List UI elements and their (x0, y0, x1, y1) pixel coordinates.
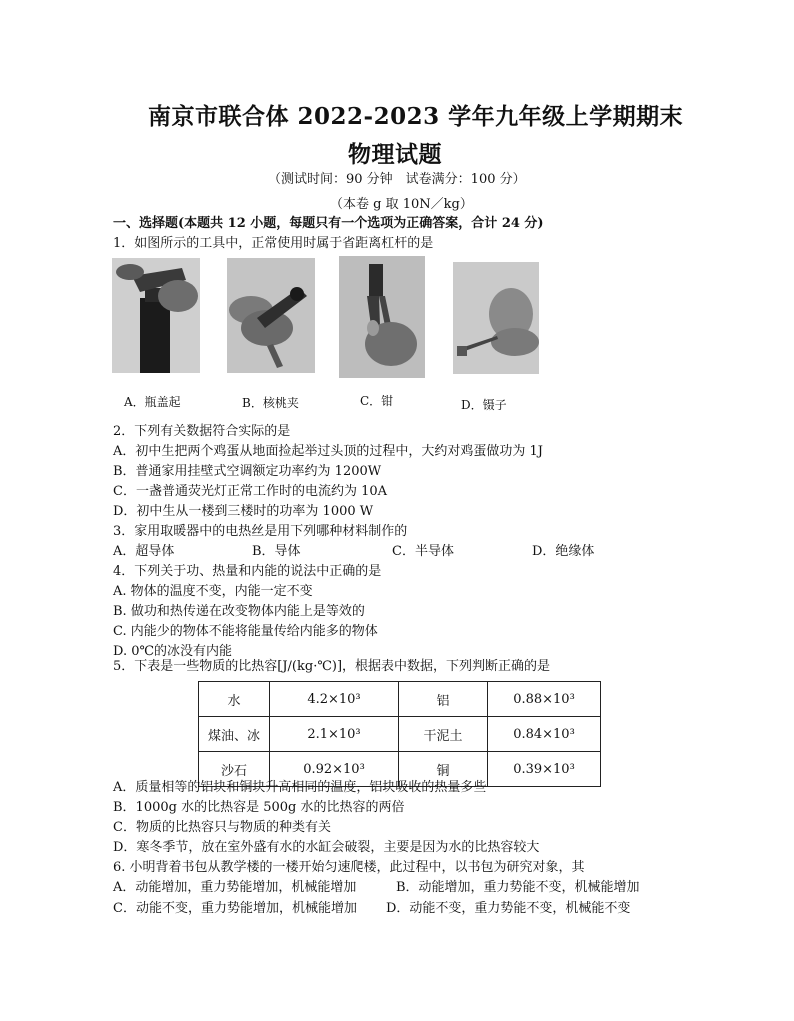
table-cell: 0.84×10³ (488, 717, 601, 752)
question-3-option-d: D．绝缘体 (532, 544, 595, 559)
table-cell: 沙石 (199, 752, 270, 787)
table-cell: 4.2×10³ (270, 682, 399, 717)
question-4-option-c: C. 内能少的物体不能将能量传给内能多的物体 (113, 624, 378, 639)
exam-meta: （测试时间：90 分钟 试卷满分：100 分） (268, 172, 526, 187)
specific-heat-table (198, 681, 601, 787)
table-cell: 水 (199, 682, 270, 717)
table-row (199, 682, 601, 717)
question-3-option-b: B．导体 (252, 544, 301, 559)
exam-subtitle: 物理试题 (348, 141, 442, 168)
question-2-option-a: A．初中生把两个鸡蛋从地面捡起举过头顶的过程中，大约对鸡蛋做功为 1J (113, 444, 544, 459)
question-4-option-a: A. 物体的温度不变，内能一定不变 (113, 584, 313, 599)
question-2-stem: 2．下列有关数据符合实际的是 (113, 424, 291, 439)
caption-a: A．瓶盖起 (124, 395, 181, 409)
tweezers-photo (453, 262, 539, 374)
table-cell: 2.1×10³ (270, 717, 399, 752)
question-2-option-d: D．初中生从一楼到三楼时的功率为 1000 W (113, 504, 374, 519)
question-3-option-a: A．超导体 (113, 544, 175, 559)
question-6-option-c: C．动能不变，重力势能增加，机械能增加 (113, 901, 357, 916)
table-cell: 铝 (399, 682, 488, 717)
question-2-option-b: B．普通家用挂壁式空调额定功率约为 1200W (113, 464, 382, 479)
exam-title: 南京市联合体 2022-2023 学年九年级上学期期末 (148, 103, 684, 130)
question-5-stem: 5．下表是一些物质的比热容[J/(kg·℃)]，根据表中数据，下列判断正确的是 (113, 659, 551, 674)
table-cell: 0.88×10³ (488, 682, 601, 717)
question-6-stem: 6. 小明背着书包从教学楼的一楼开始匀速爬楼，此过程中，以书包为研究对象，其 (113, 860, 585, 875)
question-4-stem: 4．下列关于功、热量和内能的说法中正确的是 (113, 564, 382, 579)
section-heading: 一、选择题(本题共 12 小题，每题只有一个选项为正确答案，合计 24 分) (113, 216, 544, 231)
question-5-option-c: C．物质的比热容只与物质的种类有关 (113, 820, 331, 835)
table-cell: 干泥土 (399, 717, 488, 752)
table-cell: 煤油、冰 (199, 717, 270, 752)
bottle-opener-photo (112, 258, 200, 373)
question-1-stem: 1．如图所示的工具中，正常使用时属于省距离杠杆的是 (113, 236, 434, 251)
exam-note: （本卷 g 取 10N／kg） (330, 197, 473, 212)
table-cell: 0.39×10³ (488, 752, 601, 787)
caption-c: C．钳 (360, 394, 394, 408)
question-6-option-a: A．动能增加，重力势能增加，机械能增加 (113, 880, 357, 895)
question-2-option-c: C．一盏普通荧光灯正常工作时的电流约为 10A (113, 484, 388, 499)
question-5-option-d: D．寒冬季节，放在室外盛有水的水缸会破裂，主要是因为水的比热容较大 (113, 840, 540, 855)
question-3-stem: 3．家用取暖器中的电热丝是用下列哪种材料制作的 (113, 524, 408, 539)
nutcracker-photo (227, 258, 315, 373)
question-4-option-b: B. 做功和热传递在改变物体内能上是等效的 (113, 604, 365, 619)
caption-b: B．核桃夹 (242, 396, 299, 410)
question-3-option-c: C．半导体 (392, 544, 454, 559)
question-6-option-b: B．动能增加，重力势能不变，机械能增加 (396, 880, 640, 895)
table-row (199, 717, 601, 752)
question-4-option-d: D. 0℃的冰没有内能 (113, 644, 233, 659)
table-cell: 铜 (399, 752, 488, 787)
table-cell: 0.92×10³ (270, 752, 399, 787)
question-5-option-b: B．1000g 水的比热容是 500g 水的比热容的两倍 (113, 800, 405, 815)
pliers-photo (339, 256, 425, 378)
question-5-option-a: A．质量相等的铝块和铜块升高相同的温度，铝块吸收的热量多些 (113, 780, 487, 795)
caption-d: D．镊子 (461, 398, 507, 412)
question-6-option-d: D．动能不变，重力势能不变，机械能不变 (386, 901, 631, 916)
